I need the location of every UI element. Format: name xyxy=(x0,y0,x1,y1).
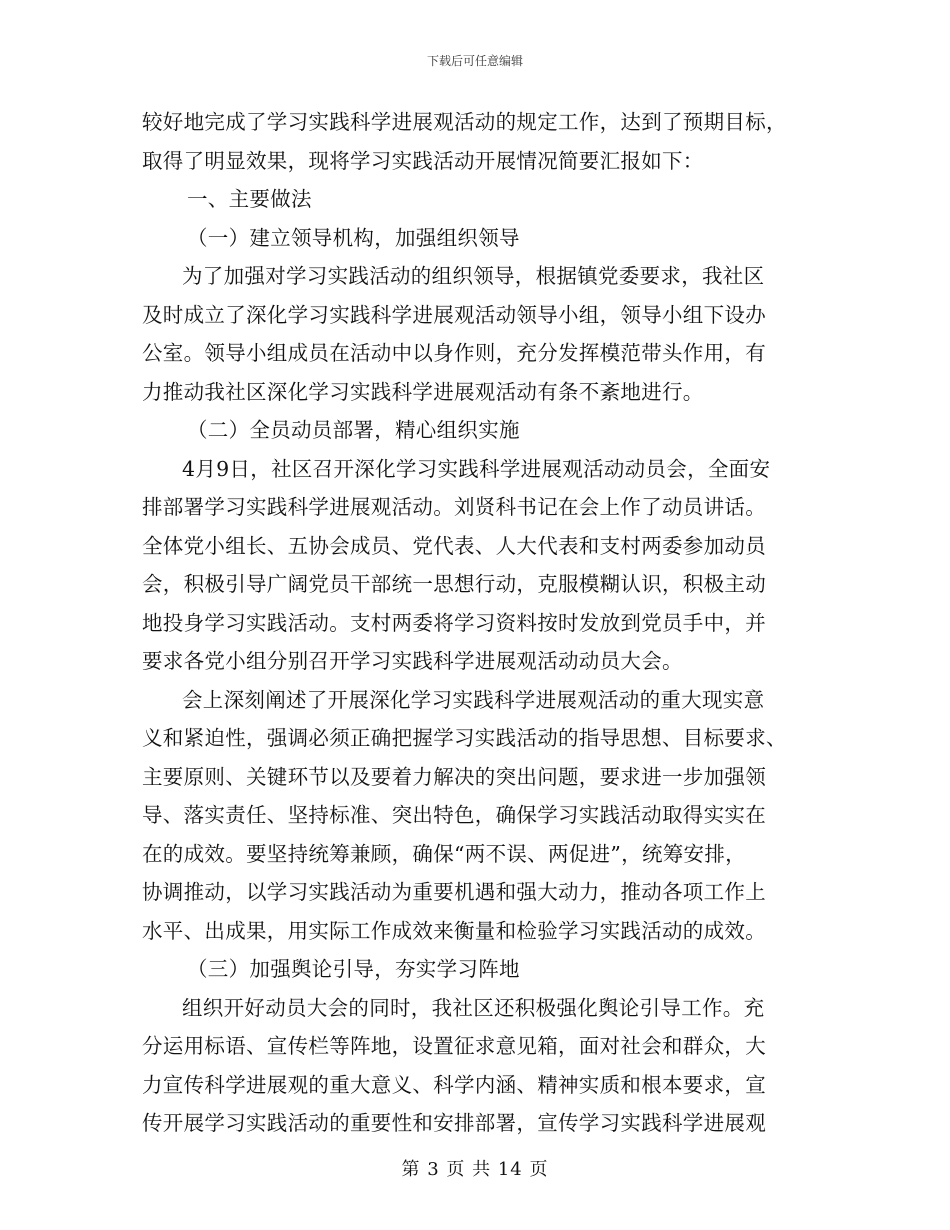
paragraph-start: 会上深刻阐述了开展深化学习实践科学进展观活动的重大现实意 xyxy=(182,687,765,712)
body-line: 导、落实责任、坚持标准、突出特色，确保学习实践活动取得实实在 xyxy=(142,803,766,827)
page-header-note: 下载后可任意编辑 xyxy=(426,54,523,68)
page-number: 第 3 页 共 14 页 xyxy=(401,1159,549,1180)
body-line: 地投身学习实践活动。支村两委将学习资料按时发放到党员手中，并 xyxy=(142,610,766,635)
document-body xyxy=(142,103,812,1143)
body-line: 分运用标语、宣传栏等阵地，设置征求意见箱，面对社会和群众，大 xyxy=(142,1034,766,1058)
body-line: 协调推动，以学习实践活动为重要机遇和强大动力，推动各项工作上 xyxy=(142,880,766,904)
section-heading: 一、主要做法 xyxy=(187,187,312,211)
body-line: 较好地完成了学习实践科学进展观活动的规定工作，达到了预期目标， xyxy=(142,110,787,134)
subsection-heading: （一）建立领导机构，加强组织领导 xyxy=(187,225,520,250)
body-line: 全体党小组长、五协会成员、党代表、人大代表和支村两委参加动员 xyxy=(142,533,766,558)
body-line: 主要原则、关键环节以及要着力解决的突出问题，要求进一步加强领 xyxy=(142,764,766,789)
body-line: 传开展学习实践活动的重要性和安排部署，宣传学习实践科学进展观 xyxy=(142,1111,766,1135)
body-line: 要求各党小组分别召开学习实践科学进展观活动动员大会。 xyxy=(142,649,683,673)
body-line: 取得了明显效果，现将学习实践活动开展情况简要汇报如下： xyxy=(142,148,704,173)
body-line: 会，积极引导广阔党员干部统一思想行动，克服模糊认识，积极主动 xyxy=(142,572,766,596)
paragraph-start: 为了加强对学习实践活动的组织领导，根据镇党委要求，我社区 xyxy=(182,264,765,288)
body-line: 义和紧迫性，强调必须正确把握学习实践活动的指导思想、目标要求、 xyxy=(142,726,787,750)
body-line: 及时成立了深化学习实践科学进展观活动领导小组，领导小组下设办 xyxy=(142,302,766,327)
subsection-heading: （二）全员动员部署，精心组织实施 xyxy=(187,418,520,442)
body-line: 力宣传科学进展观的重大意义、科学内涵、精神实质和根本要求，宣 xyxy=(142,1072,766,1097)
body-line: 在的成效。要坚持统筹兼顾，确保“两不误、两促进”，统筹安排， xyxy=(142,841,746,866)
paragraph-start: 组织开好动员大会的同时，我社区还积极强化舆论引导工作。充 xyxy=(182,995,765,1020)
paragraph-start: 4月9日，社区召开深化学习实践科学进展观活动动员会，全面安 xyxy=(182,456,771,481)
body-line: 水平、出成果，用实际工作成效来衡量和检验学习实践活动的成效。 xyxy=(142,918,766,943)
subsection-heading: （三）加强舆论引导，夯实学习阵地 xyxy=(187,957,520,981)
body-line: 力推动我社区深化学习实践科学进展观活动有条不紊地进行。 xyxy=(142,379,704,404)
body-line: 公室。领导小组成员在活动中以身作则，充分发挥模范带头作用，有 xyxy=(142,341,766,365)
body-line: 排部署学习实践科学进展观活动。刘贤科书记在会上作了动员讲话。 xyxy=(142,495,766,519)
